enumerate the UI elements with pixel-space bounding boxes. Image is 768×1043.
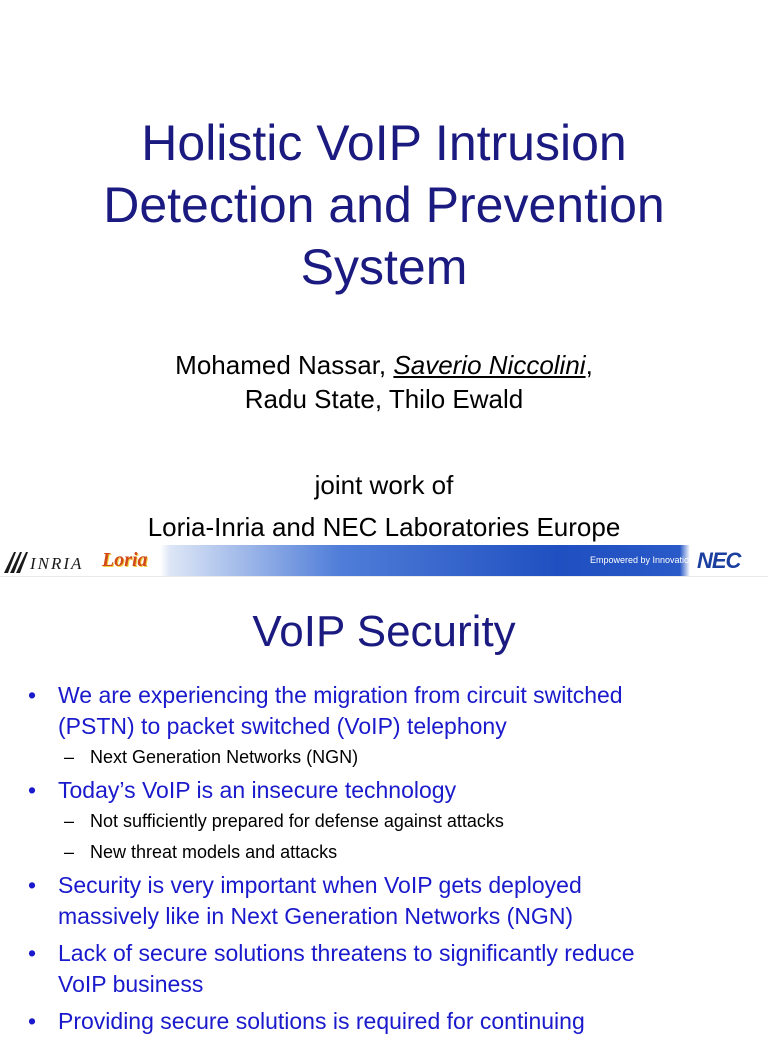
bullet-line: (PSTN) to packet switched (VoIP) telephony [58,713,507,739]
inria-mark-icon [2,549,30,575]
inria-wordmark: INRIA [30,554,84,573]
bullet-list [0,680,768,1043]
bullet-icon: • [28,872,37,898]
authors-line-1 [0,348,768,382]
slide-title: VoIP Security [252,607,516,656]
institutions: Loria-Inria and NEC Laboratories Europe [147,512,621,542]
sub-bullet-item [0,837,768,868]
bullet-line: massively like in Next Generation Networks (NGN) [58,903,574,929]
content-slide [0,577,768,1034]
title-line: Detection and Prevention [103,177,665,233]
title-line: Holistic VoIP Intrusion [141,115,627,171]
sub-bullet-item [0,806,768,837]
dash-icon: – [64,747,75,767]
joint-work-label: joint work of [314,470,454,500]
bullet-line: VoIP business [58,971,204,997]
bullet-line: Providing secure solutions is required for continuing [58,1008,585,1034]
bullet-item [0,775,768,806]
slide-title [0,112,768,298]
author-names: Mohamed Nassar, [175,350,394,380]
affiliation [0,464,768,548]
sub-bullet-text: Next Generation Networks (NGN) [90,747,359,767]
sub-bullet-item [0,742,768,773]
author-comma: , [585,350,593,380]
presenter-name: Saverio Niccolini [393,350,586,380]
bullet-line: Security is very important when VoIP gets deployed [58,872,582,898]
bullet-line: We are experiencing the migration from circuit switched [58,682,623,708]
nec-logo: NEC [697,548,741,573]
authors-line-2: Radu State, Thilo Ewald [244,384,524,414]
nec-tagline: Empowered by Innovation [590,555,695,565]
inria-logo [2,549,162,575]
dash-icon: – [64,842,75,862]
sub-bullet-text: Not sufficiently prepared for defense against attacks [90,811,504,831]
bullet-item [0,938,768,1000]
bullet-item [0,1006,768,1037]
bullet-item [0,680,768,742]
sub-bullet-text: New threat models and attacks [90,842,338,862]
bullet-icon: • [28,940,37,966]
title-line: System [300,239,468,295]
bullet-item [0,870,768,932]
dash-icon: – [64,811,75,831]
bullet-icon: • [28,777,37,803]
bullet-icon: • [28,682,37,708]
bullet-line: Today’s VoIP is an insecure technology [58,777,457,803]
authors [0,348,768,416]
bullet-line: Lack of secure solutions threatens to significantly reduce [58,940,635,966]
loria-logo: Loria [102,549,148,571]
bullet-icon: • [28,1008,37,1034]
